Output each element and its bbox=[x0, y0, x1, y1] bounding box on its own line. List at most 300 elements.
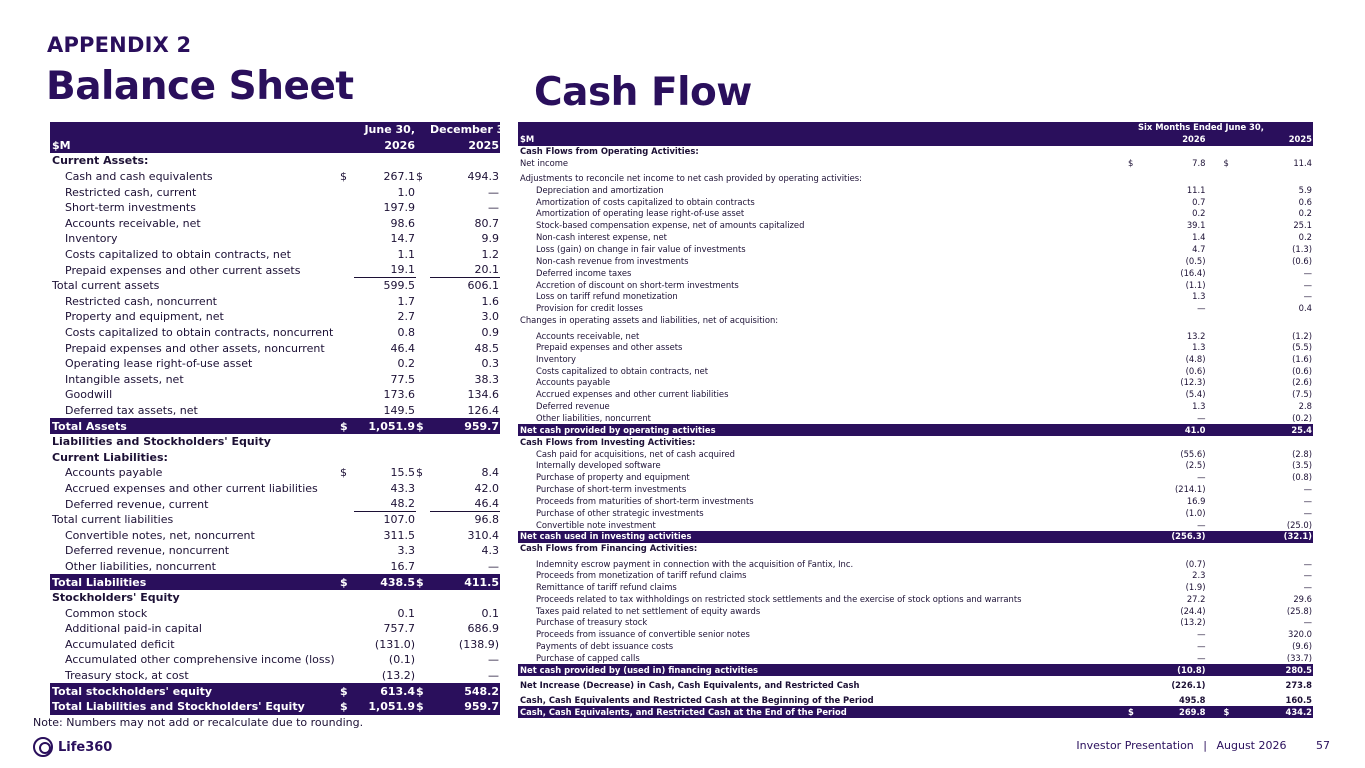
value-prior: 46.4 bbox=[430, 496, 500, 512]
currency-symbol bbox=[416, 496, 430, 512]
currency-symbol bbox=[1206, 519, 1260, 531]
table-row bbox=[518, 472, 1313, 484]
currency-symbol bbox=[1098, 531, 1152, 543]
table-row bbox=[518, 664, 1313, 676]
currency-symbol: $ bbox=[416, 574, 430, 590]
cash-flow-header-row-2 bbox=[518, 134, 1313, 146]
currency-symbol bbox=[1098, 315, 1152, 327]
currency-symbol bbox=[340, 496, 354, 512]
value-current: 613.4 bbox=[354, 683, 416, 699]
currency-symbol bbox=[416, 294, 430, 310]
row-label: Provision for credit losses bbox=[536, 303, 643, 314]
currency-symbol bbox=[416, 605, 430, 621]
value-prior: (0.6) bbox=[1292, 255, 1312, 266]
value-current bbox=[354, 434, 416, 450]
table-row bbox=[50, 637, 500, 653]
row-label: Amortization of costs capitalized to obtain contracts bbox=[536, 196, 755, 207]
value-current: (0.7) bbox=[1185, 558, 1206, 569]
currency-symbol bbox=[1206, 664, 1260, 676]
value-current: (226.1) bbox=[1171, 680, 1206, 691]
currency-symbol bbox=[1206, 365, 1260, 377]
table-row bbox=[518, 303, 1313, 315]
value-prior: (3.5) bbox=[1292, 460, 1312, 471]
currency-symbol bbox=[1098, 146, 1152, 158]
row-label: Net Increase (Decrease) in Cash, Cash Equivalents, and Restricted Cash bbox=[520, 680, 860, 691]
table-row bbox=[518, 342, 1313, 354]
table-row bbox=[518, 495, 1313, 507]
value-prior: 1.2 bbox=[481, 248, 499, 262]
table-row bbox=[50, 356, 500, 372]
row-label: Cash Flows from Operating Activities: bbox=[520, 146, 699, 157]
currency-symbol bbox=[1098, 605, 1152, 617]
table-row bbox=[50, 449, 500, 465]
currency-symbol bbox=[1098, 472, 1152, 484]
appendix-label: APPENDIX 2 bbox=[47, 33, 192, 57]
value-prior: (0.2) bbox=[1292, 412, 1312, 423]
currency-symbol bbox=[416, 216, 430, 232]
value-current: 27.2 bbox=[1186, 593, 1206, 604]
currency-symbol bbox=[1206, 495, 1260, 507]
value-prior bbox=[1259, 543, 1313, 555]
currency-symbol bbox=[416, 652, 430, 668]
currency-symbol bbox=[1206, 220, 1260, 232]
value-current: 3.3 bbox=[397, 544, 415, 558]
currency-symbol bbox=[1098, 184, 1152, 196]
table-row bbox=[518, 706, 1313, 718]
brand-name: Life360 bbox=[58, 739, 113, 755]
table-row bbox=[518, 519, 1313, 531]
value-current: 15.5 bbox=[390, 466, 415, 480]
currency-symbol bbox=[416, 309, 430, 325]
value-current: 197.9 bbox=[383, 201, 415, 215]
table-row bbox=[50, 153, 500, 169]
value-prior: — bbox=[1303, 279, 1312, 290]
table-row bbox=[518, 315, 1313, 327]
row-label: Proceeds from issuance of convertible senior notes bbox=[536, 629, 750, 640]
row-label: Accounts receivable, net bbox=[536, 330, 640, 341]
value-prior: — bbox=[1303, 484, 1312, 495]
currency-symbol bbox=[416, 621, 430, 637]
value-current: — bbox=[1197, 303, 1206, 314]
value-prior: 5.9 bbox=[1298, 184, 1312, 195]
value-prior: (0.8) bbox=[1292, 472, 1312, 483]
bs-header-top-1: June 30, bbox=[354, 122, 416, 138]
table-row bbox=[50, 465, 500, 481]
cf-header-top: Six Months Ended June 30, bbox=[1098, 122, 1313, 134]
table-row bbox=[518, 555, 1313, 570]
table-row bbox=[518, 220, 1313, 232]
currency-symbol bbox=[340, 481, 354, 497]
value-prior: (32.1) bbox=[1259, 531, 1313, 543]
value-current: 43.3 bbox=[390, 481, 415, 495]
currency-symbol bbox=[416, 527, 430, 543]
cash-flow-table bbox=[518, 122, 1313, 718]
value-prior: (25.0) bbox=[1286, 519, 1312, 530]
currency-symbol bbox=[1098, 641, 1152, 653]
currency-symbol: $ bbox=[416, 699, 430, 715]
row-label: Adjustments to reconcile net income to net cash provided by operating activities: bbox=[520, 173, 862, 184]
currency-symbol bbox=[340, 559, 354, 575]
value-current: 1.1 bbox=[397, 248, 415, 262]
value-prior: 96.8 bbox=[474, 513, 499, 527]
row-label: Accumulated other comprehensive income (loss) bbox=[65, 653, 335, 667]
value-current: 14.7 bbox=[390, 232, 415, 246]
value-prior: (138.9) bbox=[458, 637, 499, 651]
table-row bbox=[50, 372, 500, 388]
currency-symbol bbox=[1206, 291, 1260, 303]
currency-symbol: $ bbox=[340, 574, 354, 590]
currency-symbol bbox=[1098, 413, 1152, 425]
value-current: 41.0 bbox=[1152, 424, 1206, 436]
currency-symbol bbox=[1098, 232, 1152, 244]
value-current: 1.3 bbox=[1192, 291, 1206, 302]
currency-symbol: $ bbox=[340, 466, 347, 480]
currency-symbol bbox=[1206, 327, 1260, 342]
currency-symbol bbox=[340, 216, 354, 232]
value-current: 77.5 bbox=[390, 372, 415, 386]
row-label: Indemnity escrow payment in connection with the acquisition of Fantix, Inc. bbox=[536, 558, 854, 569]
value-current: 1.0 bbox=[397, 185, 415, 199]
table-row bbox=[518, 401, 1313, 413]
table-row bbox=[50, 590, 500, 606]
currency-symbol bbox=[1206, 676, 1260, 691]
currency-symbol bbox=[1206, 267, 1260, 279]
row-label: Proceeds related to tax withholdings on restricted stock settlements and the exercise of stock options and warrants bbox=[536, 593, 1022, 604]
bs-header-col-1: 2026 bbox=[354, 138, 416, 154]
currency-symbol bbox=[416, 543, 430, 559]
value-current: (1.9) bbox=[1185, 581, 1206, 592]
currency-symbol bbox=[1206, 424, 1260, 436]
table-row bbox=[518, 448, 1313, 460]
currency-symbol bbox=[1098, 267, 1152, 279]
row-label: Deferred tax assets, net bbox=[65, 403, 198, 417]
table-row bbox=[50, 184, 500, 200]
currency-symbol bbox=[1206, 617, 1260, 629]
currency-symbol bbox=[1098, 244, 1152, 256]
row-label: Purchase of capped calls bbox=[536, 653, 640, 664]
table-row bbox=[50, 325, 500, 341]
value-current bbox=[354, 449, 416, 465]
currency-symbol bbox=[416, 449, 430, 465]
row-label: Convertible notes, net, noncurrent bbox=[65, 528, 255, 542]
value-current: 0.8 bbox=[397, 326, 415, 340]
currency-symbol bbox=[340, 590, 354, 606]
row-label: Costs capitalized to obtain contracts, net bbox=[65, 248, 291, 262]
table-row bbox=[50, 652, 500, 668]
currency-symbol bbox=[1098, 327, 1152, 342]
value-prior bbox=[430, 590, 500, 606]
bs-header-unit: $M bbox=[50, 138, 340, 154]
row-label: Total Liabilities and Stockholders' Equity bbox=[50, 699, 340, 715]
cf-header-col-1: 2026 bbox=[1152, 134, 1206, 146]
table-row bbox=[50, 605, 500, 621]
cf-header-col-2: 2025 bbox=[1259, 134, 1313, 146]
table-row bbox=[518, 232, 1313, 244]
value-current: 107.0 bbox=[383, 513, 415, 527]
table-row bbox=[518, 436, 1313, 448]
row-label: Net cash used in investing activities bbox=[518, 531, 1098, 543]
currency-symbol: $ bbox=[340, 699, 354, 715]
value-prior: 25.4 bbox=[1259, 424, 1313, 436]
currency-symbol bbox=[1206, 232, 1260, 244]
table-row bbox=[518, 158, 1313, 170]
value-current: 2.3 bbox=[1192, 570, 1206, 581]
row-label: Accrued expenses and other current liabilities bbox=[65, 481, 318, 495]
currency-symbol bbox=[1206, 146, 1260, 158]
row-label: Non-cash revenue from investments bbox=[536, 255, 689, 266]
currency-symbol bbox=[1206, 484, 1260, 496]
row-label: Prepaid expenses and other assets, noncurrent bbox=[65, 341, 325, 355]
value-prior: — bbox=[488, 669, 499, 683]
row-label: Deferred revenue bbox=[536, 401, 610, 412]
currency-symbol bbox=[340, 652, 354, 668]
value-prior: — bbox=[1303, 507, 1312, 518]
page-number: 57 bbox=[1316, 739, 1330, 752]
value-prior bbox=[430, 434, 500, 450]
currency-symbol bbox=[1098, 555, 1152, 570]
value-prior: 80.7 bbox=[474, 216, 499, 230]
table-row bbox=[518, 208, 1313, 220]
row-label: Net cash provided by operating activities bbox=[518, 424, 1098, 436]
currency-symbol bbox=[1206, 315, 1260, 327]
currency-symbol bbox=[416, 356, 430, 372]
table-row bbox=[518, 353, 1313, 365]
value-current: 269.8 bbox=[1152, 706, 1206, 718]
currency-symbol bbox=[1206, 507, 1260, 519]
value-prior: (0.6) bbox=[1292, 365, 1312, 376]
value-current: — bbox=[1197, 629, 1206, 640]
row-label: Intangible assets, net bbox=[65, 372, 184, 386]
row-label: Costs capitalized to obtain contracts, noncurrent bbox=[65, 326, 334, 340]
value-current: 0.1 bbox=[397, 606, 415, 620]
table-row bbox=[518, 267, 1313, 279]
row-label: Current Liabilities: bbox=[52, 450, 168, 464]
currency-symbol bbox=[1098, 220, 1152, 232]
currency-symbol bbox=[340, 449, 354, 465]
currency-symbol: $ bbox=[340, 418, 354, 434]
currency-symbol: $ bbox=[1223, 157, 1229, 168]
currency-symbol bbox=[1206, 255, 1260, 267]
value-current bbox=[1152, 169, 1206, 184]
table-row bbox=[50, 574, 500, 590]
currency-symbol bbox=[1098, 353, 1152, 365]
currency-symbol bbox=[1206, 472, 1260, 484]
currency-symbol bbox=[1098, 653, 1152, 665]
row-label: Goodwill bbox=[65, 388, 113, 402]
value-prior: 606.1 bbox=[467, 279, 499, 293]
currency-symbol bbox=[340, 605, 354, 621]
value-current: (0.5) bbox=[1185, 255, 1206, 266]
currency-symbol bbox=[416, 200, 430, 216]
currency-symbol bbox=[1206, 279, 1260, 291]
currency-symbol bbox=[340, 543, 354, 559]
row-label: Accrued expenses and other current liabilities bbox=[536, 389, 729, 400]
value-prior: — bbox=[1303, 617, 1312, 628]
currency-symbol bbox=[1098, 377, 1152, 389]
table-row bbox=[518, 676, 1313, 691]
brand-logo bbox=[33, 737, 112, 757]
row-label: Additional paid-in capital bbox=[65, 622, 202, 636]
row-label: Net cash provided by (used in) financing activities bbox=[518, 664, 1098, 676]
table-row bbox=[50, 262, 500, 278]
value-current: — bbox=[1197, 412, 1206, 423]
table-row bbox=[50, 387, 500, 403]
value-current: 16.7 bbox=[390, 559, 415, 573]
cash-flow-header-row-1 bbox=[518, 122, 1313, 134]
currency-symbol bbox=[340, 294, 354, 310]
row-label: Cash, Cash Equivalents, and Restricted Cash at the End of the Period bbox=[518, 706, 1098, 718]
currency-symbol bbox=[340, 309, 354, 325]
value-current: (1.0) bbox=[1185, 507, 1206, 518]
value-prior: 411.5 bbox=[430, 574, 500, 590]
currency-symbol bbox=[1098, 208, 1152, 220]
row-label: Taxes paid related to net settlement of equity awards bbox=[536, 605, 761, 616]
value-prior: — bbox=[488, 201, 499, 215]
table-row bbox=[50, 683, 500, 699]
row-label: Accretion of discount on short-term investments bbox=[536, 279, 739, 290]
value-prior: 686.9 bbox=[467, 622, 499, 636]
currency-symbol bbox=[1206, 691, 1260, 706]
table-row bbox=[518, 582, 1313, 594]
row-label: Accumulated deficit bbox=[65, 637, 175, 651]
value-prior: — bbox=[1303, 495, 1312, 506]
row-label: Loss (gain) on change in fair value of investments bbox=[536, 244, 746, 255]
value-prior bbox=[1259, 169, 1313, 184]
value-current: — bbox=[1197, 641, 1206, 652]
table-row bbox=[50, 216, 500, 232]
value-prior bbox=[430, 449, 500, 465]
currency-symbol bbox=[340, 403, 354, 419]
value-current: 1.4 bbox=[1192, 232, 1206, 243]
value-prior: — bbox=[1303, 267, 1312, 278]
currency-symbol bbox=[416, 387, 430, 403]
balance-sheet-header-row-1 bbox=[50, 122, 500, 138]
table-row bbox=[518, 605, 1313, 617]
row-label: Stockholders' Equity bbox=[52, 591, 180, 605]
currency-symbol bbox=[1098, 424, 1152, 436]
currency-symbol bbox=[416, 403, 430, 419]
currency-symbol bbox=[1098, 365, 1152, 377]
table-row bbox=[518, 629, 1313, 641]
value-current: 19.1 bbox=[354, 262, 416, 278]
footer-presentation: Investor Presentation bbox=[1076, 739, 1194, 752]
row-label: Inventory bbox=[65, 232, 118, 246]
value-prior: 0.9 bbox=[481, 326, 499, 340]
currency-symbol bbox=[416, 340, 430, 356]
value-prior: — bbox=[488, 653, 499, 667]
currency-symbol: $ bbox=[416, 170, 423, 184]
table-row bbox=[50, 621, 500, 637]
value-prior: 959.7 bbox=[430, 699, 500, 715]
value-prior: 25.1 bbox=[1293, 220, 1312, 231]
currency-symbol bbox=[340, 527, 354, 543]
value-current: 16.9 bbox=[1186, 495, 1206, 506]
value-prior: 3.0 bbox=[481, 310, 499, 324]
row-label: Accounts payable bbox=[536, 377, 611, 388]
row-label: Cash, Cash Equivalents and Restricted Cash at the Beginning of the Period bbox=[520, 695, 874, 706]
value-current bbox=[354, 153, 416, 169]
value-prior: 20.1 bbox=[430, 262, 500, 278]
currency-symbol bbox=[340, 200, 354, 216]
currency-symbol bbox=[1206, 377, 1260, 389]
currency-symbol bbox=[416, 231, 430, 247]
currency-symbol bbox=[1098, 691, 1152, 706]
value-current: (55.6) bbox=[1180, 448, 1206, 459]
table-row bbox=[518, 570, 1313, 582]
value-prior: — bbox=[1303, 581, 1312, 592]
table-row bbox=[50, 543, 500, 559]
value-prior bbox=[1259, 315, 1313, 327]
value-prior: 38.3 bbox=[474, 372, 499, 386]
row-label: Proceeds from monetization of tariff refund claims bbox=[536, 570, 747, 581]
row-label: Non-cash interest expense, net bbox=[536, 232, 667, 243]
currency-symbol bbox=[416, 559, 430, 575]
currency-symbol bbox=[416, 153, 430, 169]
value-current: (13.2) bbox=[1180, 617, 1206, 628]
row-label: Total Liabilities bbox=[50, 574, 340, 590]
table-row bbox=[518, 146, 1313, 158]
value-current bbox=[1152, 315, 1206, 327]
value-current: — bbox=[1197, 519, 1206, 530]
value-prior: 1.6 bbox=[481, 294, 499, 308]
value-current: 1,051.9 bbox=[354, 699, 416, 715]
currency-symbol bbox=[416, 434, 430, 450]
table-row bbox=[518, 484, 1313, 496]
currency-symbol bbox=[1206, 208, 1260, 220]
value-prior: 4.3 bbox=[481, 544, 499, 558]
currency-symbol bbox=[340, 356, 354, 372]
table-row bbox=[518, 244, 1313, 256]
value-current: 0.2 bbox=[397, 357, 415, 371]
value-current bbox=[1152, 146, 1206, 158]
table-row bbox=[50, 527, 500, 543]
currency-symbol bbox=[340, 247, 354, 263]
currency-symbol bbox=[1098, 460, 1152, 472]
row-label: Restricted cash, current bbox=[65, 185, 197, 199]
value-prior: 310.4 bbox=[467, 528, 499, 542]
value-current: 0.7 bbox=[1192, 196, 1206, 207]
value-current bbox=[1152, 543, 1206, 555]
value-prior: 9.9 bbox=[481, 232, 499, 246]
currency-symbol bbox=[416, 372, 430, 388]
value-prior: 8.4 bbox=[481, 466, 499, 480]
value-current: 438.5 bbox=[354, 574, 416, 590]
table-row bbox=[50, 496, 500, 512]
currency-symbol bbox=[1098, 436, 1152, 448]
row-label: Purchase of property and equipment bbox=[536, 472, 690, 483]
table-row bbox=[50, 200, 500, 216]
value-current: 0.2 bbox=[1192, 208, 1206, 219]
currency-symbol bbox=[1098, 676, 1152, 691]
value-current: 1.3 bbox=[1192, 401, 1206, 412]
value-prior: (1.6) bbox=[1292, 353, 1312, 364]
value-current: (1.1) bbox=[1185, 279, 1206, 290]
value-prior bbox=[430, 153, 500, 169]
currency-symbol bbox=[1098, 484, 1152, 496]
row-label: Liabilities and Stockholders' Equity bbox=[52, 435, 271, 449]
row-label: Restricted cash, noncurrent bbox=[65, 294, 217, 308]
value-prior: (33.7) bbox=[1286, 653, 1312, 664]
currency-symbol bbox=[340, 434, 354, 450]
table-row bbox=[518, 641, 1313, 653]
row-label: Prepaid expenses and other current assets bbox=[65, 263, 301, 277]
balance-sheet-header-row-2 bbox=[50, 138, 500, 154]
value-prior: — bbox=[1303, 558, 1312, 569]
currency-symbol bbox=[1098, 196, 1152, 208]
currency-symbol bbox=[1206, 303, 1260, 315]
row-label: Amortization of operating lease right-of-use asset bbox=[536, 208, 745, 219]
row-label: Treasury stock, at cost bbox=[65, 669, 189, 683]
